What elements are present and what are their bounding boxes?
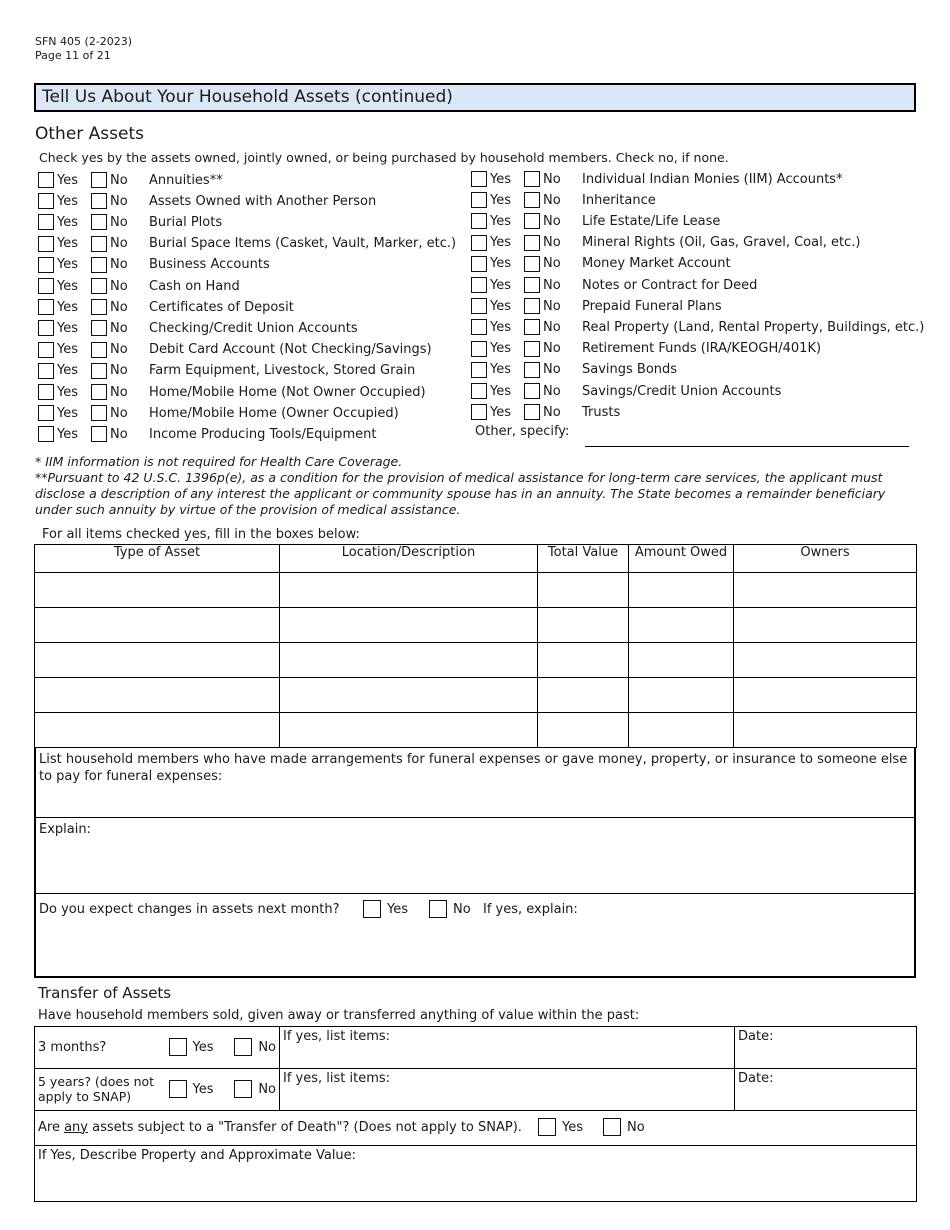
asset-row-savings-bonds xyxy=(471,360,677,380)
other-specify-field[interactable] xyxy=(585,446,909,447)
home-mobile-home-owner-occupied-no-label: No xyxy=(110,405,128,421)
asset-row-real-property-land-rental-property-buildings-etc xyxy=(471,317,924,337)
asset-changes-explain-label: If yes, explain: xyxy=(483,901,578,917)
location-description-cell[interactable] xyxy=(280,678,538,713)
income-producing-tools-equipment-no-label: No xyxy=(110,426,128,442)
owners-cell[interactable] xyxy=(734,713,917,748)
business-accounts-no-label: No xyxy=(110,257,128,273)
asset-row-burial-plots xyxy=(38,212,222,232)
mineral-rights-oil-gas-gravel-coal-etc-no-label: No xyxy=(543,235,561,251)
checking-credit-union-accounts-yes-label: Yes xyxy=(57,320,78,336)
savings-credit-union-accounts-yes-label: Yes xyxy=(490,383,511,399)
asset-changes-yes-option[interactable] xyxy=(363,900,429,918)
owners-cell[interactable] xyxy=(734,573,917,608)
location-description-cell[interactable] xyxy=(280,573,538,608)
savings-bonds-asset-name: Savings Bonds xyxy=(582,362,678,378)
asset-row-prepaid-funeral-plans xyxy=(471,296,722,316)
savings-credit-union-accounts-no-label: No xyxy=(543,383,561,399)
assets-owned-with-another-person-no-checkbox[interactable] xyxy=(91,193,107,209)
describe-property-label: If Yes, Describe Property and Approximate Value: xyxy=(38,1148,357,1163)
period-5-years-date-label: Date: xyxy=(738,1071,774,1086)
savings-bonds-no-checkbox[interactable] xyxy=(524,362,540,378)
asset-row-business-accounts xyxy=(38,255,270,275)
farm-equipment-livestock-stored-grain-no-label: No xyxy=(110,363,128,379)
certificates-of-deposit-no-checkbox[interactable] xyxy=(91,299,107,315)
real-property-land-rental-property-buildings-etc-yes-checkbox[interactable] xyxy=(471,319,487,335)
savings-bonds-yes-checkbox[interactable] xyxy=(471,362,487,378)
transfer-of-death-no-checkbox[interactable] xyxy=(603,1118,621,1136)
money-market-account-yes-label: Yes xyxy=(490,256,511,272)
inheritance-asset-name: Inheritance xyxy=(582,192,656,208)
period-5-years-date-field[interactable] xyxy=(735,1069,917,1111)
burial-plots-asset-name: Burial Plots xyxy=(149,214,223,230)
life-estate-life-lease-asset-name: Life Estate/Life Lease xyxy=(582,213,721,229)
period-5-years-yes-label: Yes xyxy=(192,1081,214,1097)
transfer-of-death-question: Are any assets subject to a "Transfer of Death"? (Does not apply to SNAP). xyxy=(38,1119,522,1135)
period-3-months-items-label: If yes, list items: xyxy=(283,1029,391,1044)
prepaid-funeral-plans-no-checkbox[interactable] xyxy=(524,298,540,314)
savings-bonds-yes-label: Yes xyxy=(490,362,511,378)
asset-changes-yes-checkbox[interactable] xyxy=(363,900,381,918)
assets-table-header-row xyxy=(35,545,917,573)
asset-row-cash-on-hand xyxy=(38,276,240,296)
asset-row-inheritance xyxy=(471,190,656,210)
prepaid-funeral-plans-yes-label: Yes xyxy=(490,298,511,314)
retirement-funds-ira-keogh-401k-yes-checkbox[interactable] xyxy=(471,341,487,357)
funeral-arrangements-field[interactable] xyxy=(34,748,916,818)
trusts-no-checkbox[interactable] xyxy=(524,404,540,420)
owners-cell[interactable] xyxy=(734,608,917,643)
type-of-asset-cell[interactable] xyxy=(35,713,280,748)
individual-indian-monies-iim-accounts-asset-name: Individual Indian Monies (IIM) Accounts* xyxy=(582,171,843,187)
checking-credit-union-accounts-yes-checkbox[interactable] xyxy=(38,320,54,336)
assets-owned-with-another-person-yes-checkbox[interactable] xyxy=(38,193,54,209)
header-total-value: Total Value xyxy=(538,545,629,573)
annuities-no-checkbox[interactable] xyxy=(91,172,107,188)
table-row xyxy=(35,643,917,678)
asset-changes-no-checkbox[interactable] xyxy=(429,900,447,918)
assets-table xyxy=(34,544,917,748)
burial-plots-no-label: No xyxy=(110,214,128,230)
explain-label: Explain: xyxy=(39,822,91,837)
transfer-of-death-no-option[interactable] xyxy=(603,1118,645,1136)
income-producing-tools-equipment-no-checkbox[interactable] xyxy=(91,426,107,442)
section-title: Tell Us About Your Household Assets (continued) xyxy=(34,83,916,112)
debit-card-account-not-checking-savings-no-label: No xyxy=(110,342,128,358)
savings-credit-union-accounts-no-checkbox[interactable] xyxy=(524,383,540,399)
money-market-account-no-label: No xyxy=(543,256,561,272)
asset-row-farm-equipment-livestock-stored-grain xyxy=(38,361,415,381)
burial-plots-yes-checkbox[interactable] xyxy=(38,214,54,230)
transfer-of-assets-instruction: Have household members sold, given away or transferred anything of value within the past: xyxy=(38,1008,640,1023)
owners-cell[interactable] xyxy=(734,643,917,678)
business-accounts-yes-checkbox[interactable] xyxy=(38,257,54,273)
home-mobile-home-not-owner-occupied-yes-checkbox[interactable] xyxy=(38,384,54,400)
debit-card-account-not-checking-savings-yes-checkbox[interactable] xyxy=(38,342,54,358)
period-5-years-no-label: No xyxy=(258,1081,276,1097)
inheritance-yes-checkbox[interactable] xyxy=(471,192,487,208)
certificates-of-deposit-yes-checkbox[interactable] xyxy=(38,299,54,315)
debit-card-account-not-checking-savings-asset-name: Debit Card Account (Not Checking/Savings) xyxy=(149,342,432,358)
life-estate-life-lease-yes-checkbox[interactable] xyxy=(471,213,487,229)
money-market-account-no-checkbox[interactable] xyxy=(524,256,540,272)
total-value-cell[interactable] xyxy=(538,643,629,678)
asset-row-home-mobile-home-owner-occupied xyxy=(38,403,399,423)
location-description-cell[interactable] xyxy=(280,643,538,678)
period-5-years-label: 5 years? (does not apply to SNAP) xyxy=(38,1074,155,1104)
funeral-arrangements-label: List household members who have made arrangements for funeral expenses or gave money, property, or insurance to someone else to pay for funeral expenses: xyxy=(39,752,908,784)
type-of-asset-cell[interactable] xyxy=(35,608,280,643)
cash-on-hand-no-label: No xyxy=(110,278,128,294)
money-market-account-asset-name: Money Market Account xyxy=(582,256,731,272)
home-mobile-home-owner-occupied-yes-label: Yes xyxy=(57,405,78,421)
asset-changes-section xyxy=(34,894,916,978)
period-5-years-yes-option[interactable] xyxy=(169,1080,235,1098)
real-property-land-rental-property-buildings-etc-yes-label: Yes xyxy=(490,319,511,335)
retirement-funds-ira-keogh-401k-asset-name: Retirement Funds (IRA/KEOGH/401K) xyxy=(582,341,822,357)
period-3-months-yes-label: Yes xyxy=(192,1039,214,1055)
debit-card-account-not-checking-savings-yes-label: Yes xyxy=(57,342,78,358)
total-value-cell[interactable] xyxy=(538,573,629,608)
trusts-yes-label: Yes xyxy=(490,404,511,420)
owners-cell[interactable] xyxy=(734,678,917,713)
asset-row-retirement-funds-ira-keogh-401k xyxy=(471,339,821,359)
mineral-rights-oil-gas-gravel-coal-etc-yes-label: Yes xyxy=(490,235,511,251)
header-type-of-asset: Type of Asset xyxy=(35,545,280,573)
period-3-months-no-option[interactable] xyxy=(234,1038,276,1056)
table-row xyxy=(35,678,917,713)
burial-plots-yes-label: Yes xyxy=(57,214,78,230)
asset-row-debit-card-account-not-checking-savings xyxy=(38,340,432,360)
certificates-of-deposit-asset-name: Certificates of Deposit xyxy=(149,299,294,315)
transfer-row-5-years xyxy=(35,1069,917,1111)
asset-row-certificates-of-deposit xyxy=(38,297,294,317)
period-3-months-no-checkbox[interactable] xyxy=(234,1038,252,1056)
period-5-years-no-option[interactable] xyxy=(234,1080,276,1098)
describe-property-row xyxy=(35,1146,917,1202)
farm-equipment-livestock-stored-grain-no-checkbox[interactable] xyxy=(91,363,107,379)
cash-on-hand-yes-label: Yes xyxy=(57,278,78,294)
home-mobile-home-not-owner-occupied-no-label: No xyxy=(110,384,128,400)
footnote-annuity: **Pursuant to 42 U.S.C. 1396p(e), as a condition for the provision of medical assistance for long-term care services, the applicant must disclose a description of any interest the applicant or community spouse has in an annuity. The State becomes a remainder beneficiary under such annuity by virtue of the provision of medical assistance. xyxy=(35,470,886,517)
notes-or-contract-for-deed-no-checkbox[interactable] xyxy=(524,277,540,293)
certificates-of-deposit-yes-label: Yes xyxy=(57,299,78,315)
burial-plots-no-checkbox[interactable] xyxy=(91,214,107,230)
real-property-land-rental-property-buildings-etc-asset-name: Real Property (Land, Rental Property, Buildings, etc.) xyxy=(582,319,925,335)
transfer-of-death-yes-checkbox[interactable] xyxy=(538,1118,556,1136)
assets-owned-with-another-person-yes-label: Yes xyxy=(57,193,78,209)
asset-row-notes-or-contract-for-deed xyxy=(471,275,757,295)
annuities-yes-checkbox[interactable] xyxy=(38,172,54,188)
checking-credit-union-accounts-asset-name: Checking/Credit Union Accounts xyxy=(149,320,358,336)
asset-row-assets-owned-with-another-person xyxy=(38,191,376,211)
savings-bonds-no-label: No xyxy=(543,362,561,378)
certificates-of-deposit-no-label: No xyxy=(110,299,128,315)
home-mobile-home-owner-occupied-yes-checkbox[interactable] xyxy=(38,405,54,421)
annuities-no-label: No xyxy=(110,172,128,188)
burial-space-items-casket-vault-marker-etc-no-label: No xyxy=(110,236,128,252)
asset-changes-question: Do you expect changes in assets next month? xyxy=(39,901,340,917)
asset-row-annuities xyxy=(38,170,223,190)
table-row xyxy=(35,713,917,748)
retirement-funds-ira-keogh-401k-no-checkbox[interactable] xyxy=(524,341,540,357)
trusts-yes-checkbox[interactable] xyxy=(471,404,487,420)
asset-row-mineral-rights-oil-gas-gravel-coal-etc xyxy=(471,233,860,253)
location-description-cell[interactable] xyxy=(280,713,538,748)
burial-space-items-casket-vault-marker-etc-yes-checkbox[interactable] xyxy=(38,236,54,252)
other-specify-label: Other, specify: xyxy=(475,424,570,439)
other-assets-instruction: Check yes by the assets owned, jointly owned, or being purchased by household members. Check no, if none. xyxy=(39,150,729,165)
checking-credit-union-accounts-no-checkbox[interactable] xyxy=(91,320,107,336)
mineral-rights-oil-gas-gravel-coal-etc-yes-checkbox[interactable] xyxy=(471,235,487,251)
total-value-cell[interactable] xyxy=(538,678,629,713)
form-number: SFN 405 (2-2023) xyxy=(35,35,133,48)
transfer-of-death-row xyxy=(35,1111,917,1146)
other-assets-title: Other Assets xyxy=(35,124,144,144)
type-of-asset-cell[interactable] xyxy=(35,643,280,678)
period-5-years-items-label: If yes, list items: xyxy=(283,1071,391,1086)
asset-row-income-producing-tools-equipment xyxy=(38,424,376,444)
describe-property-field[interactable] xyxy=(35,1146,917,1202)
period-3-months-yes-checkbox[interactable] xyxy=(169,1038,187,1056)
notes-or-contract-for-deed-yes-label: Yes xyxy=(490,277,511,293)
period-5-years-no-checkbox[interactable] xyxy=(234,1080,252,1098)
trusts-asset-name: Trusts xyxy=(582,404,621,420)
assets-owned-with-another-person-no-label: No xyxy=(110,193,128,209)
inheritance-no-checkbox[interactable] xyxy=(524,192,540,208)
retirement-funds-ira-keogh-401k-no-label: No xyxy=(543,341,561,357)
asset-changes-yes-label: Yes xyxy=(387,901,408,917)
individual-indian-monies-iim-accounts-yes-label: Yes xyxy=(490,171,511,187)
notes-or-contract-for-deed-asset-name: Notes or Contract for Deed xyxy=(582,277,758,293)
asset-row-burial-space-items-casket-vault-marker-etc xyxy=(38,234,456,254)
cash-on-hand-no-checkbox[interactable] xyxy=(91,278,107,294)
home-mobile-home-owner-occupied-asset-name: Home/Mobile Home (Owner Occupied) xyxy=(149,405,399,421)
asset-row-savings-credit-union-accounts xyxy=(471,381,781,401)
farm-equipment-livestock-stored-grain-yes-checkbox[interactable] xyxy=(38,363,54,379)
transfer-table xyxy=(34,1026,917,1202)
period-3-months-yes-option[interactable] xyxy=(169,1038,235,1056)
header-amount-owed: Amount Owed xyxy=(629,545,734,573)
inheritance-no-label: No xyxy=(543,192,561,208)
business-accounts-yes-label: Yes xyxy=(57,257,78,273)
amount-owed-cell[interactable] xyxy=(629,573,734,608)
assets-owned-with-another-person-asset-name: Assets Owned with Another Person xyxy=(149,193,377,209)
period-3-months-date-field[interactable] xyxy=(735,1027,917,1069)
assets-table-instruction: For all items checked yes, fill in the boxes below: xyxy=(42,527,360,542)
transfer-of-death-yes-option[interactable] xyxy=(538,1118,603,1136)
farm-equipment-livestock-stored-grain-yes-label: Yes xyxy=(57,363,78,379)
transfer-row-3-months xyxy=(35,1027,917,1069)
home-mobile-home-not-owner-occupied-asset-name: Home/Mobile Home (Not Owner Occupied) xyxy=(149,384,426,400)
total-value-cell[interactable] xyxy=(538,608,629,643)
inheritance-yes-label: Yes xyxy=(490,192,511,208)
farm-equipment-livestock-stored-grain-asset-name: Farm Equipment, Livestock, Stored Grain xyxy=(149,363,416,379)
checking-credit-union-accounts-no-label: No xyxy=(110,320,128,336)
amount-owed-cell[interactable] xyxy=(629,608,734,643)
individual-indian-monies-iim-accounts-no-label: No xyxy=(543,171,561,187)
home-mobile-home-not-owner-occupied-yes-label: Yes xyxy=(57,384,78,400)
asset-row-individual-indian-monies-iim-accounts xyxy=(471,169,843,189)
type-of-asset-cell[interactable] xyxy=(35,678,280,713)
asset-row-trusts xyxy=(471,402,620,422)
burial-space-items-casket-vault-marker-etc-no-checkbox[interactable] xyxy=(91,236,107,252)
period-3-months-label: 3 months? xyxy=(38,1039,107,1055)
life-estate-life-lease-no-checkbox[interactable] xyxy=(524,213,540,229)
income-producing-tools-equipment-asset-name: Income Producing Tools/Equipment xyxy=(149,426,377,442)
period-3-months-items-field[interactable] xyxy=(280,1027,735,1069)
retirement-funds-ira-keogh-401k-yes-label: Yes xyxy=(490,341,511,357)
asset-row-checking-credit-union-accounts xyxy=(38,318,358,338)
real-property-land-rental-property-buildings-etc-no-label: No xyxy=(543,319,561,335)
form-identifier xyxy=(35,35,132,63)
cash-on-hand-yes-checkbox[interactable] xyxy=(38,278,54,294)
period-5-years-yes-checkbox[interactable] xyxy=(169,1080,187,1098)
page-number: Page 11 of 21 xyxy=(35,49,111,62)
footnote-iim: * IIM information is not required for Health Care Coverage. xyxy=(35,454,403,469)
total-value-cell[interactable] xyxy=(538,713,629,748)
notes-or-contract-for-deed-no-label: No xyxy=(543,277,561,293)
individual-indian-monies-iim-accounts-no-checkbox[interactable] xyxy=(524,171,540,187)
header-location-description: Location/Description xyxy=(280,545,538,573)
annuities-yes-label: Yes xyxy=(57,172,78,188)
location-description-cell[interactable] xyxy=(280,608,538,643)
asset-row-life-estate-life-lease xyxy=(471,211,720,231)
asset-row-money-market-account xyxy=(471,254,731,274)
header-owners: Owners xyxy=(734,545,917,573)
transfer-of-death-no-label: No xyxy=(627,1119,645,1135)
savings-credit-union-accounts-yes-checkbox[interactable] xyxy=(471,383,487,399)
burial-space-items-casket-vault-marker-etc-asset-name: Burial Space Items (Casket, Vault, Marker, etc.) xyxy=(149,236,457,252)
business-accounts-asset-name: Business Accounts xyxy=(149,257,270,273)
period-5-years-items-field[interactable] xyxy=(280,1069,735,1111)
annuities-asset-name: Annuities** xyxy=(149,172,223,188)
explain-field[interactable] xyxy=(34,818,916,894)
asset-changes-no-option[interactable] xyxy=(429,900,483,918)
asset-row-home-mobile-home-not-owner-occupied xyxy=(38,382,426,402)
cash-on-hand-asset-name: Cash on Hand xyxy=(149,278,240,294)
mineral-rights-oil-gas-gravel-coal-etc-asset-name: Mineral Rights (Oil, Gas, Gravel, Coal, etc.) xyxy=(582,235,861,251)
income-producing-tools-equipment-yes-checkbox[interactable] xyxy=(38,426,54,442)
table-row xyxy=(35,573,917,608)
period-3-months-no-label: No xyxy=(258,1039,276,1055)
individual-indian-monies-iim-accounts-yes-checkbox[interactable] xyxy=(471,171,487,187)
home-mobile-home-owner-occupied-no-checkbox[interactable] xyxy=(91,405,107,421)
prepaid-funeral-plans-asset-name: Prepaid Funeral Plans xyxy=(582,298,722,314)
amount-owed-cell[interactable] xyxy=(629,713,734,748)
prepaid-funeral-plans-yes-checkbox[interactable] xyxy=(471,298,487,314)
notes-or-contract-for-deed-yes-checkbox[interactable] xyxy=(471,277,487,293)
real-property-land-rental-property-buildings-etc-no-checkbox[interactable] xyxy=(524,319,540,335)
life-estate-life-lease-no-label: No xyxy=(543,213,561,229)
burial-space-items-casket-vault-marker-etc-yes-label: Yes xyxy=(57,236,78,252)
type-of-asset-cell[interactable] xyxy=(35,573,280,608)
table-row xyxy=(35,608,917,643)
income-producing-tools-equipment-yes-label: Yes xyxy=(57,426,78,442)
savings-credit-union-accounts-asset-name: Savings/Credit Union Accounts xyxy=(582,383,782,399)
amount-owed-cell[interactable] xyxy=(629,643,734,678)
money-market-account-yes-checkbox[interactable] xyxy=(471,256,487,272)
prepaid-funeral-plans-no-label: No xyxy=(543,298,561,314)
business-accounts-no-checkbox[interactable] xyxy=(91,257,107,273)
trusts-no-label: No xyxy=(543,404,561,420)
amount-owed-cell[interactable] xyxy=(629,678,734,713)
home-mobile-home-not-owner-occupied-no-checkbox[interactable] xyxy=(91,384,107,400)
mineral-rights-oil-gas-gravel-coal-etc-no-checkbox[interactable] xyxy=(524,235,540,251)
transfer-of-death-yes-label: Yes xyxy=(562,1119,583,1135)
asset-changes-no-label: No xyxy=(453,901,471,917)
period-3-months-date-label: Date: xyxy=(738,1029,774,1044)
transfer-of-assets-title: Transfer of Assets xyxy=(38,984,172,1002)
life-estate-life-lease-yes-label: Yes xyxy=(490,213,511,229)
debit-card-account-not-checking-savings-no-checkbox[interactable] xyxy=(91,342,107,358)
